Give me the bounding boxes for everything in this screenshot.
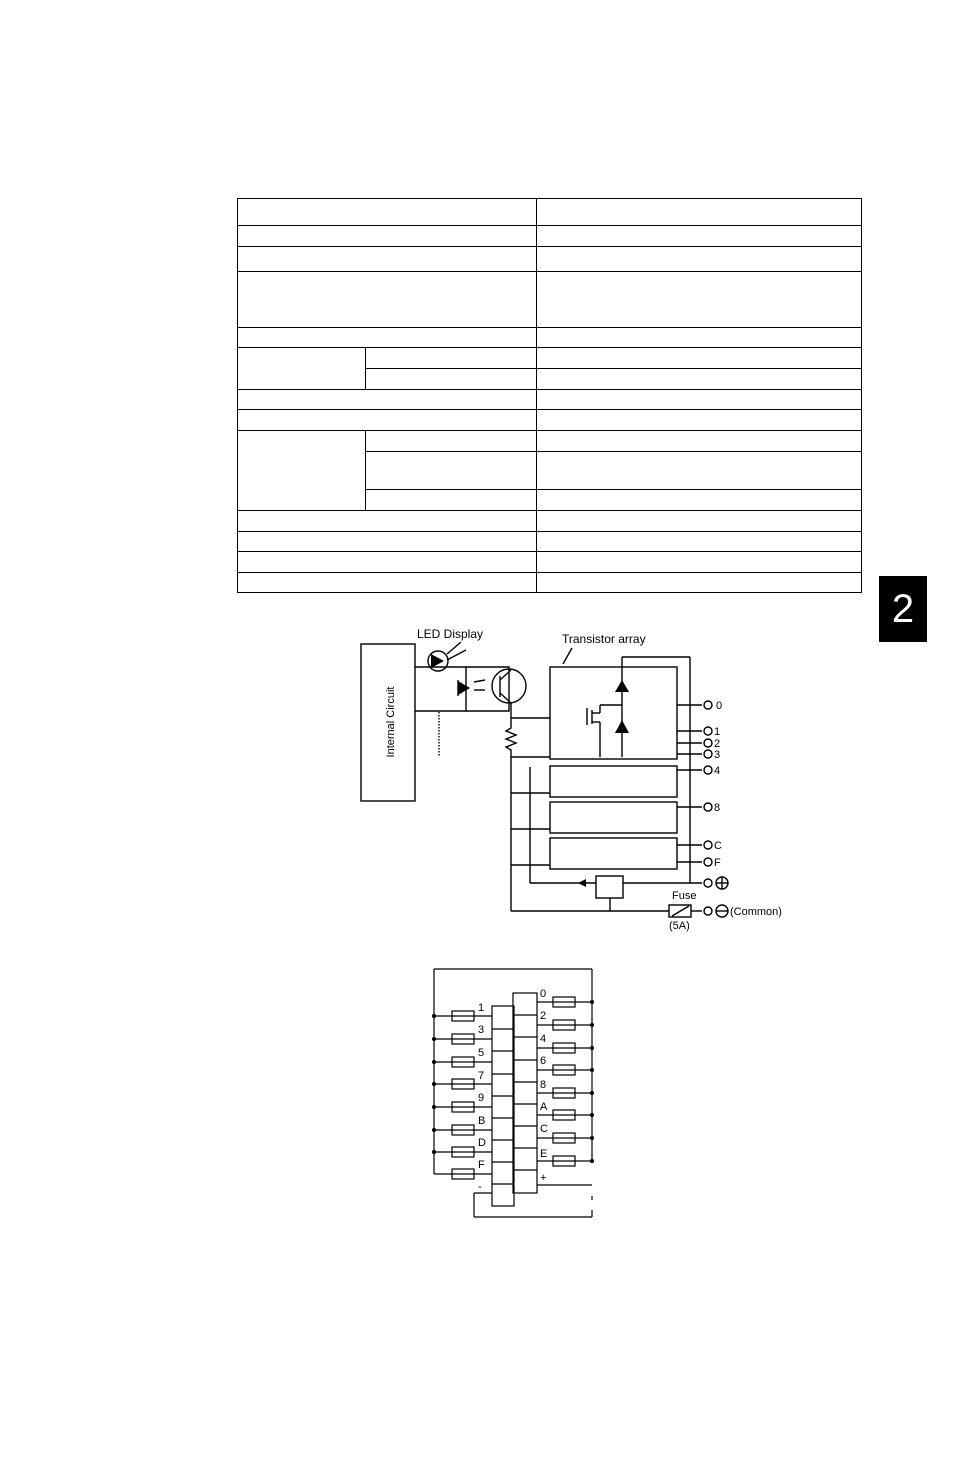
output-label-1: 1 [714, 726, 721, 738]
table-row [238, 511, 862, 532]
common-label: (Common) [730, 906, 782, 918]
fuse-rating-label: (5A) [669, 920, 690, 932]
transistor-array-pointer [563, 648, 572, 664]
transistor-array-block [550, 667, 677, 759]
table-row [238, 390, 862, 410]
wiring-label-5: 5 [478, 1047, 485, 1059]
wiring-label-9: 9 [478, 1092, 485, 1104]
external-wiring-diagram [425, 962, 605, 1222]
chapter-tab: 2 [879, 576, 927, 642]
output-label-f: F [714, 857, 721, 869]
led-display-label: LED Display [417, 627, 484, 641]
wiring-label-8: 8 [540, 1079, 547, 1091]
table-row [238, 431, 862, 452]
wiring-label-minus: - [478, 1181, 482, 1193]
wiring-label-b: B [478, 1115, 486, 1127]
wiring-label-0: 0 [540, 988, 547, 1000]
table-row [238, 410, 862, 431]
regulator-block [596, 876, 623, 898]
table-row [238, 532, 862, 552]
table-row [238, 247, 862, 272]
output-label-8: 8 [714, 802, 721, 814]
wiring-label-6: 6 [540, 1055, 547, 1067]
wiring-label-3: 3 [478, 1024, 485, 1036]
table-row [238, 573, 862, 593]
wiring-label-plus: + [540, 1172, 547, 1184]
output-label-4: 4 [714, 765, 721, 777]
transistor-array-label: Transistor array [562, 632, 646, 646]
output-label-0: 0 [716, 700, 723, 712]
terminal-block-left [492, 1006, 514, 1206]
table-row [238, 199, 862, 226]
output-label-2: 2 [714, 738, 721, 750]
fuse-label: Fuse [672, 890, 697, 902]
wiring-label-2: 2 [540, 1010, 547, 1022]
table-row [238, 272, 862, 328]
table-row [238, 552, 862, 573]
wiring-label-d: D [478, 1137, 486, 1149]
specification-table [237, 198, 862, 593]
terminal-block-right [513, 993, 537, 1193]
wiring-label-7: 7 [478, 1070, 485, 1082]
wiring-label-c: C [540, 1123, 548, 1135]
wiring-label-4: 4 [540, 1033, 547, 1045]
internal-circuit-diagram [355, 620, 800, 935]
wiring-label-e: E [540, 1148, 548, 1160]
internal-circuit-label: Internal Circuit [385, 686, 397, 758]
wiring-label-f: F [478, 1159, 485, 1171]
terminal-icons [704, 701, 712, 915]
table-row [238, 348, 862, 369]
wiring-label-1: 1 [478, 1002, 485, 1014]
output-label-3: 3 [714, 749, 721, 761]
wiring-label-a: A [540, 1101, 548, 1113]
table-row [238, 226, 862, 247]
output-label-c: C [714, 840, 722, 852]
table-row [238, 328, 862, 348]
